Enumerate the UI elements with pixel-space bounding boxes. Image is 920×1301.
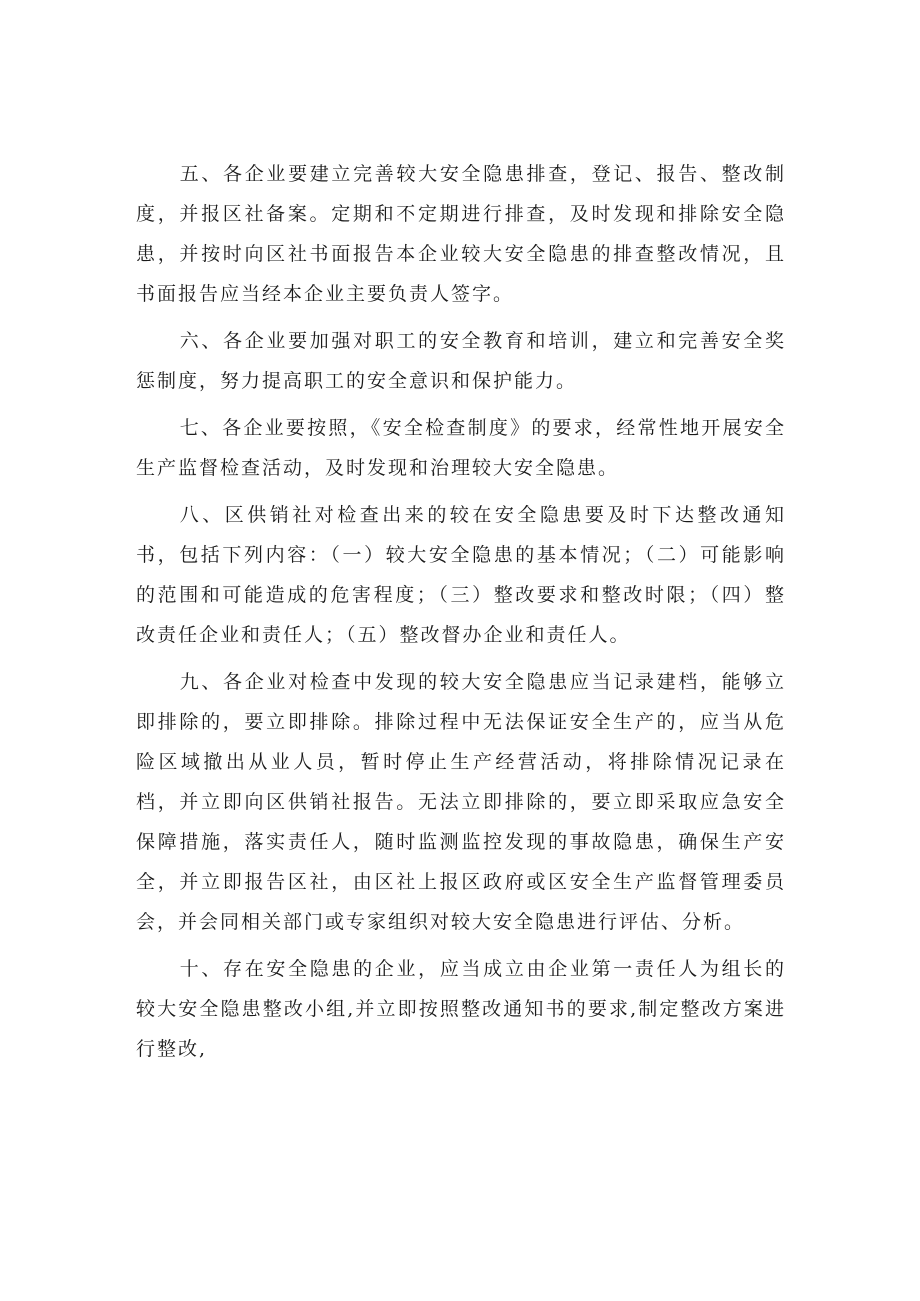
- paragraph-7: 七、各企业要按照，《安全检查制度》的要求，经常性地开展安全生产监督检查活动，及时发现和治理较大安全隐患。: [136, 417, 786, 479]
- paragraph-8: 八、区供销社对检查出来的较在安全隐患要及时下达整改通知书，包括下列内容：（一）较大安全隐患的基本情况；（二）可能影响的范围和可能造成的危害程度；（三）整改要求和整改时限；（四）整改责任企业和责任人；（五）整改督办企业和责任人。: [136, 504, 786, 646]
- paragraph-5: 五、各企业要建立完善较大安全隐患排查，登记、报告、整改制度，并报区社备案。定期和不定期进行排查，及时发现和排除安全隐患，并按时向区社书面报告本企业较大安全隐患的排查整改情况，且书面报告应当经本企业主要负责人签字。: [136, 163, 786, 305]
- paragraph-10: 十、存在安全隐患的企业，应当成立由企业第一责任人为组长的较大安全隐患整改小组,并立即按照整改通知书的要求,制定整改方案进行整改,: [136, 958, 786, 1060]
- paragraph-9: 九、各企业对检查中发现的较大安全隐患应当记录建档，能够立即排除的，要立即排除。排除过程中无法保证安全生产的，应当从危险区域撤出从业人员，暂时停止生产经营活动，将排除情况记录在档，并立即向区供销社报告。无法立即排除的，要立即采取应急安全保障措施，落实责任人，随时监测监控发现的事故隐患，确保生产安全，并立即报告区社，由区社上报区政府或区安全生产监督管理委员会，并会同相关部门或专家组织对较大安全隐患进行评估、分析。: [136, 671, 786, 933]
- paragraph-6: 六、各企业要加强对职工的安全教育和培训，建立和完善安全奖惩制度，努力提高职工的安全意识和保护能力。: [136, 330, 786, 392]
- document-body: [136, 154, 786, 1076]
